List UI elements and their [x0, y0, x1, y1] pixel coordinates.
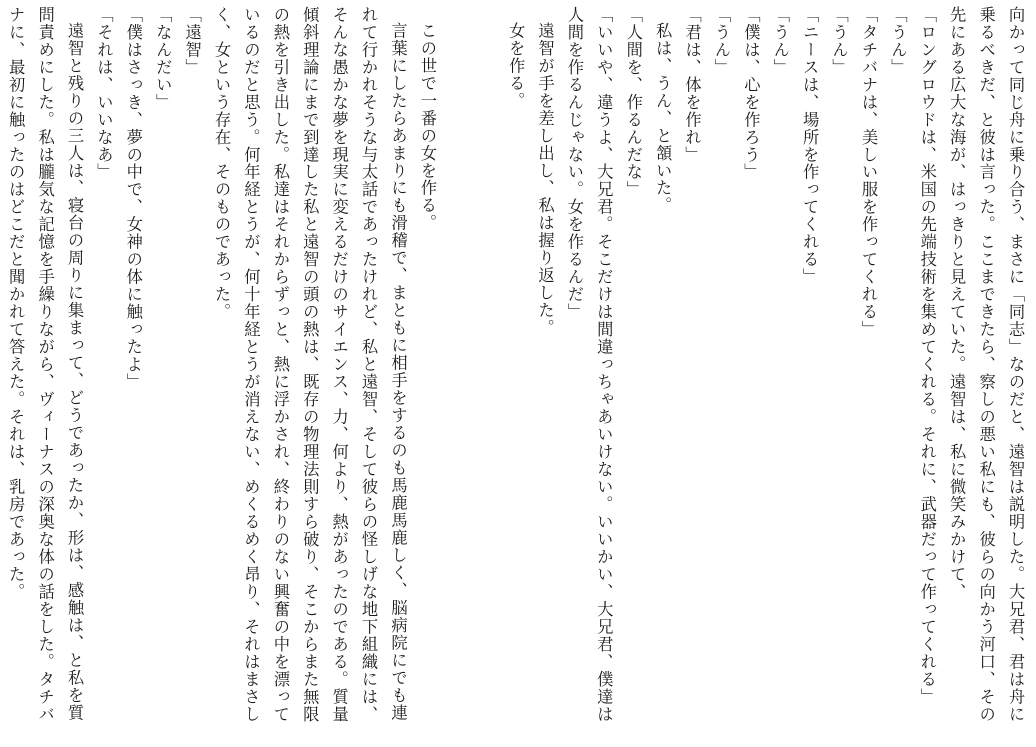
text-paragraph: 言葉にしたらあまりにも滑稽で、まともに相手をするのも馬鹿馬鹿しく、脳病院にでも連れて行かれそうな与太話であったけれど、私と遠智、そして彼らの怪しげな地下組織には、そんな愚かな夢を現実に変えるだけのサイエンス、力、何より、熱があったのである。質量傾斜理論にまで到達した私と遠智の頭の熱は、既存の物理法則すら破り、そこからまた無限の熱を引き出した。私達はそれからずっと、熱に浮かされ、終わりのない興奮の中を漂っているのだと思う。何年経とうが、何十年経とうが消えない、めくるめく昂り、それはまさしく、女という存在、そのものであった。 — [212, 6, 408, 724]
text-paragraph: 「ロングロウドは、米国の先端技術を集めてくれる。それに、武器だって作ってくれる」 — [917, 6, 937, 706]
text-paragraph: この世で一番の女を作る。 — [417, 22, 437, 233]
text-paragraph: 「いいや、違うよ、大兄君。そこだけは間違っちゃあいけない。いいかい、大兄君、僕達は人間を作るんじゃない。女を作るんだ」 — [564, 6, 614, 724]
text-paragraph: 向かって同じ舟に乗り合う、まさに「同志」なのだと、遠智は説明した。大兄君、君は舟に乗るべきだ、と彼は言った。ここまできたら、察しの悪い私にも、彼らの向かう河口、その先にある広大な海が、はっきりと見えていた。遠智は、私に微笑みかけて、 — [947, 6, 1025, 724]
text-paragraph: 「人間を、作るんだな」 — [623, 6, 643, 199]
text-paragraph: 遠智が手を差し出し、私は握り返した。 — [535, 22, 555, 338]
text-paragraph: 「うん」 — [888, 6, 908, 76]
text-paragraph: 「タチバナは、美しい服を作ってくれる」 — [858, 6, 878, 339]
text-paragraph: 「僕はさっき、夢の中で、女神の体に触ったよ」 — [123, 6, 143, 391]
blank-line — [442, 6, 471, 738]
text-paragraph: 「君は、体を作れ」 — [682, 6, 702, 164]
text-paragraph: 「それは、いいなあ」 — [94, 6, 114, 181]
text-paragraph: 遠智と残りの三人は、寝台の周りに集まって、どうであったか、形は、感触は、と私を質問責めにした。私は朧気な記憶を手繰りながら、ヴィーナスの深奥な体の話をした。タチバナに、最初に触ったのはどこだと聞かれて答えた。それは、乳房であった。 — [6, 6, 84, 724]
text-paragraph: 「僕は、心を作ろう」 — [741, 6, 761, 181]
text-paragraph: 「うん」 — [770, 6, 790, 76]
text-paragraph: 「なんだい」 — [153, 6, 173, 111]
text-paragraph: 「ニースは、場所を作ってくれる」 — [800, 6, 820, 286]
text-paragraph: 「うん」 — [711, 6, 731, 76]
vertical-text-body — [1, 6, 1030, 738]
text-paragraph: 「遠智」 — [182, 6, 202, 76]
text-paragraph: 「うん」 — [829, 6, 849, 76]
text-paragraph: 女を作る。 — [506, 22, 526, 110]
blank-line — [471, 6, 500, 738]
text-paragraph: 私は、うん、と頷いた。 — [653, 22, 673, 215]
